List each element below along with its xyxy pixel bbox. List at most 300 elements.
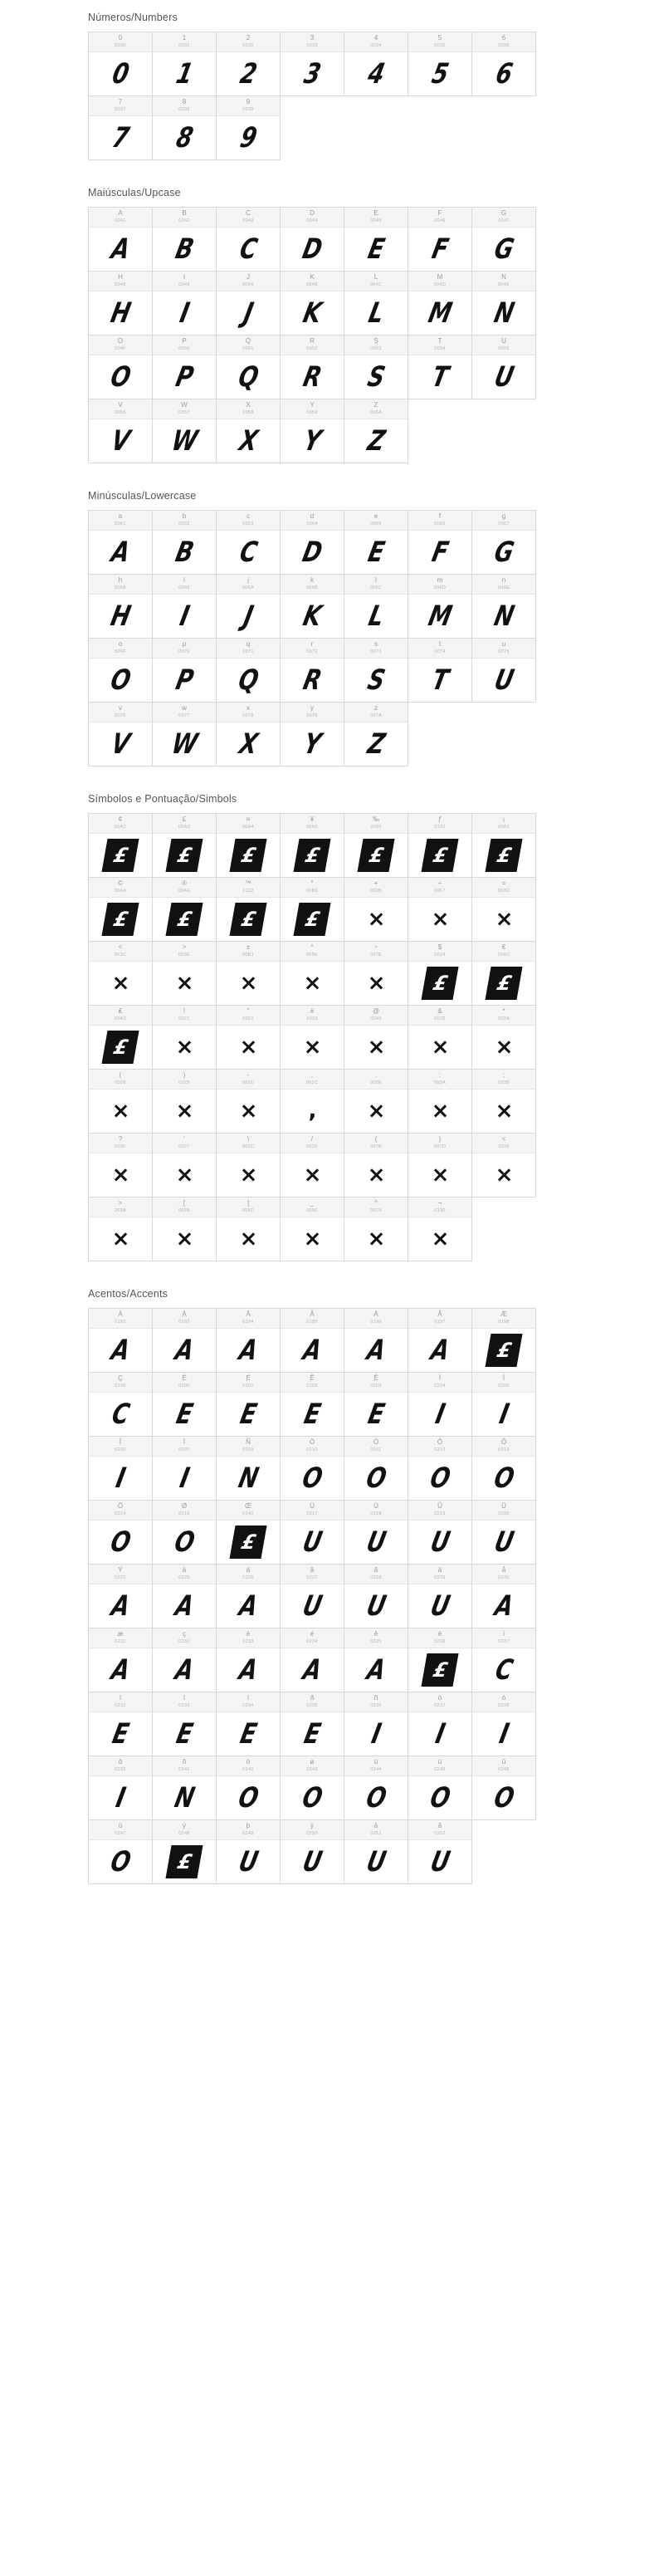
- glyph-cell[interactable]: [344, 1134, 408, 1197]
- glyph-unicode-code: 0250: [306, 1831, 318, 1836]
- glyph-cell[interactable]: [89, 1692, 153, 1756]
- glyph-cell[interactable]: [89, 703, 153, 766]
- glyph-preview-boxed: £: [293, 903, 330, 936]
- glyph-cell[interactable]: [344, 399, 408, 463]
- glyph-unicode-code: 0046: [434, 218, 446, 223]
- glyph-cell[interactable]: [89, 639, 153, 703]
- glyph-cell[interactable]: [281, 399, 344, 463]
- glyph-cell-header: [217, 878, 280, 898]
- glyph-cell[interactable]: [89, 272, 153, 335]
- glyph-cell[interactable]: [217, 1756, 281, 1820]
- glyph-unicode-code: 0056: [115, 410, 126, 415]
- glyph-cell[interactable]: [281, 1309, 344, 1373]
- glyph-unicode-code: 0071: [242, 649, 254, 654]
- glyph-cell[interactable]: [153, 703, 217, 766]
- glyph-cell[interactable]: [153, 1134, 217, 1197]
- glyph-unicode-code: 0212: [434, 1447, 446, 1452]
- glyph-cell[interactable]: [153, 878, 217, 942]
- glyph-cell[interactable]: [281, 1692, 344, 1756]
- glyph-preview-boxed: £: [165, 1845, 203, 1878]
- glyph-cell[interactable]: [281, 575, 344, 639]
- glyph-cell[interactable]: [153, 1070, 217, 1134]
- glyph-cell[interactable]: [281, 1373, 344, 1437]
- glyph-cell[interactable]: [472, 878, 536, 942]
- glyph-preview: ×: [367, 1163, 385, 1188]
- glyph-cell[interactable]: [89, 1756, 153, 1820]
- glyph-cell-header: [217, 1501, 280, 1521]
- glyph-cell[interactable]: [281, 1437, 344, 1501]
- glyph-cell[interactable]: [153, 1692, 217, 1756]
- glyph-cell[interactable]: [472, 814, 536, 878]
- glyph-cell[interactable]: [472, 1070, 536, 1134]
- glyph-cell[interactable]: [281, 335, 344, 399]
- glyph-cell[interactable]: [472, 1373, 536, 1437]
- glyph-cell[interactable]: [408, 1501, 472, 1565]
- glyph-char-label: .: [374, 1071, 378, 1079]
- glyph-cell-header: [281, 1070, 344, 1090]
- glyph-cell[interactable]: [217, 1820, 281, 1884]
- glyph-cell[interactable]: [408, 639, 472, 703]
- glyph-cell[interactable]: [89, 511, 153, 575]
- glyph-unicode-code: 006E: [497, 585, 510, 590]
- glyph-preview: 7: [109, 121, 132, 154]
- glyph-cell[interactable]: [344, 1309, 408, 1373]
- glyph-unicode-code: 0042: [178, 218, 190, 223]
- glyph-preview: U: [491, 1526, 516, 1559]
- glyph-cell-header: [344, 1070, 408, 1090]
- glyph-unicode-code: 0028: [115, 1080, 126, 1085]
- glyph-cell[interactable]: [408, 335, 472, 399]
- glyph-unicode-code: 006A: [242, 585, 255, 590]
- glyph-cell-header: [217, 942, 280, 962]
- glyph-char-label: õ: [182, 1758, 187, 1765]
- glyph-preview: I: [177, 1462, 192, 1495]
- glyph-char-label: !: [183, 1007, 186, 1015]
- glyph-preview: F: [429, 536, 451, 569]
- glyph-cell[interactable]: [153, 1820, 217, 1884]
- glyph-cell[interactable]: [217, 96, 281, 160]
- glyph-cell[interactable]: [281, 639, 344, 703]
- glyph-cell[interactable]: [217, 814, 281, 878]
- glyph-cell-header: [89, 878, 152, 898]
- glyph-char-label: À: [118, 1310, 123, 1318]
- glyph-cell[interactable]: [344, 1756, 408, 1820]
- glyph-preview: O: [107, 360, 134, 394]
- glyph-cell[interactable]: [153, 1437, 217, 1501]
- glyph-cell[interactable]: [217, 1692, 281, 1756]
- glyph-char-label: N: [501, 273, 506, 281]
- glyph-cell[interactable]: [217, 399, 281, 463]
- glyph-cell[interactable]: [408, 1309, 472, 1373]
- glyph-preview: O: [235, 1781, 261, 1814]
- glyph-cell-header: [472, 878, 535, 898]
- glyph-cell[interactable]: [344, 335, 408, 399]
- glyph-preview: A: [108, 1589, 133, 1623]
- glyph-preview: ×: [175, 1035, 193, 1060]
- glyph-preview: I: [432, 1717, 447, 1751]
- glyph-cell-header: [408, 1197, 471, 1217]
- glyph-char-label: F: [437, 209, 442, 217]
- glyph-cell[interactable]: [344, 639, 408, 703]
- glyph-cell[interactable]: [344, 32, 408, 96]
- glyph-cell[interactable]: [344, 1070, 408, 1134]
- glyph-cell[interactable]: [408, 1565, 472, 1628]
- glyph-cell[interactable]: [472, 1565, 536, 1628]
- glyph-cell[interactable]: [153, 511, 217, 575]
- glyph-cell[interactable]: [89, 1070, 153, 1134]
- glyph-cell[interactable]: [89, 1565, 153, 1628]
- glyph-cell[interactable]: [89, 208, 153, 272]
- glyph-cell-header: [472, 1070, 535, 1090]
- glyph-cell[interactable]: [408, 1628, 472, 1692]
- glyph-unicode-code: 2122: [242, 889, 254, 894]
- glyph-preview: [217, 898, 280, 941]
- glyph-cell[interactable]: [153, 1309, 217, 1373]
- glyph-cell[interactable]: [217, 1501, 281, 1565]
- glyph-cell[interactable]: [217, 1437, 281, 1501]
- glyph-cell[interactable]: [344, 511, 408, 575]
- glyph-preview: W: [168, 727, 200, 761]
- glyph-cell[interactable]: [344, 1373, 408, 1437]
- glyph-preview: A: [364, 1334, 388, 1367]
- glyph-cell[interactable]: [89, 1501, 153, 1565]
- glyph-cell[interactable]: [153, 1756, 217, 1820]
- glyph-cell[interactable]: [153, 1501, 217, 1565]
- glyph-preview: I: [113, 1781, 128, 1814]
- glyph-cell-header: [281, 814, 344, 834]
- glyph-unicode-code: 0062: [178, 522, 190, 526]
- glyph-char-label: ü: [118, 1822, 123, 1829]
- glyph-cell[interactable]: [89, 1437, 153, 1501]
- glyph-preview: L: [365, 600, 387, 633]
- glyph-cell[interactable]: [408, 1820, 472, 1884]
- glyph-cell[interactable]: [472, 32, 536, 96]
- glyph-unicode-code: 0216: [178, 1511, 190, 1516]
- glyph-unicode-code: 0073: [370, 649, 382, 654]
- glyph-cell[interactable]: [217, 272, 281, 335]
- glyph-cell[interactable]: [472, 1628, 536, 1692]
- glyph-cell[interactable]: [408, 1134, 472, 1197]
- glyph-unicode-code: 0230: [498, 1575, 510, 1580]
- glyph-cell[interactable]: [472, 1437, 536, 1501]
- glyph-preview: Y: [300, 424, 324, 458]
- glyph-char-label: þ: [246, 1822, 251, 1829]
- glyph-cell[interactable]: [217, 511, 281, 575]
- glyph-char-label: ó: [501, 1694, 506, 1702]
- glyph-cell[interactable]: [281, 1565, 344, 1628]
- glyph-char-label: å: [501, 1566, 506, 1574]
- glyph-char-label: ': [183, 1135, 185, 1143]
- glyph-cell[interactable]: [281, 511, 344, 575]
- glyph-cell[interactable]: [281, 878, 344, 942]
- glyph-cell[interactable]: [408, 1006, 472, 1070]
- glyph-char-label: >: [118, 1199, 123, 1207]
- glyph-cell[interactable]: [472, 1692, 536, 1756]
- glyph-cell[interactable]: [217, 208, 281, 272]
- glyph-cell[interactable]: [89, 814, 153, 878]
- glyph-cell[interactable]: [472, 1309, 536, 1373]
- glyph-cell[interactable]: [153, 639, 217, 703]
- glyph-preview: ×: [303, 1163, 321, 1188]
- glyph-cell[interactable]: [217, 575, 281, 639]
- glyph-cell[interactable]: [344, 208, 408, 272]
- glyph-cell[interactable]: [344, 878, 408, 942]
- glyph-cell[interactable]: [153, 1628, 217, 1692]
- glyph-char-label: q: [246, 640, 251, 648]
- glyph-cell[interactable]: [281, 32, 344, 96]
- glyph-cell[interactable]: [217, 1197, 281, 1261]
- glyph-cell[interactable]: [153, 399, 217, 463]
- glyph-unicode-code: 0067: [498, 522, 510, 526]
- glyph-char-label: Y: [310, 401, 315, 409]
- glyph-cell[interactable]: [281, 1628, 344, 1692]
- glyph-cell[interactable]: [472, 272, 536, 335]
- glyph-cell[interactable]: [344, 1692, 408, 1756]
- glyph-cell[interactable]: [281, 703, 344, 766]
- glyph-cell[interactable]: [408, 1197, 472, 1261]
- glyph-unicode-code: 0070: [178, 649, 190, 654]
- glyph-cell[interactable]: [472, 1756, 536, 1820]
- glyph-cell[interactable]: [344, 814, 408, 878]
- glyph-char-label: ö: [246, 1758, 251, 1765]
- glyph-cell[interactable]: [472, 575, 536, 639]
- glyph-cell[interactable]: [153, 1197, 217, 1261]
- glyph-preview: [344, 834, 408, 877]
- glyph-cell[interactable]: [89, 1309, 153, 1373]
- glyph-preview-boxed: £: [101, 903, 139, 936]
- glyph-char-label: Ù: [310, 1502, 315, 1510]
- glyph-unicode-code: 0248: [178, 1831, 190, 1836]
- glyph-char-label: Ñ: [246, 1438, 251, 1446]
- glyph-cell[interactable]: [89, 32, 153, 96]
- glyph-cell[interactable]: [89, 878, 153, 942]
- glyph-cell[interactable]: [472, 1006, 536, 1070]
- glyph-cell[interactable]: [153, 32, 217, 96]
- glyph-cell[interactable]: [408, 1437, 472, 1501]
- glyph-cell[interactable]: [217, 1070, 281, 1134]
- glyph-unicode-code: 002D: [242, 1080, 255, 1085]
- glyph-cell[interactable]: [344, 942, 408, 1006]
- glyph-preview: [153, 1840, 216, 1883]
- glyph-cell[interactable]: [153, 814, 217, 878]
- glyph-cell[interactable]: [89, 1134, 153, 1197]
- glyph-cell[interactable]: [408, 511, 472, 575]
- glyph-cell[interactable]: [344, 1820, 408, 1884]
- glyph-cell[interactable]: [89, 575, 153, 639]
- glyph-cell[interactable]: [472, 942, 536, 1006]
- glyph-cell[interactable]: [89, 335, 153, 399]
- glyph-cell[interactable]: [472, 335, 536, 399]
- glyph-cell[interactable]: [89, 1006, 153, 1070]
- glyph-cell-header: [408, 1006, 471, 1026]
- glyph-cell[interactable]: [408, 814, 472, 878]
- glyph-char-label: ^: [310, 943, 314, 951]
- glyph-preview: U: [300, 1526, 325, 1559]
- glyph-cell[interactable]: [153, 1006, 217, 1070]
- glyph-preview: 9: [237, 121, 260, 154]
- glyph-cell[interactable]: [281, 272, 344, 335]
- glyph-cell[interactable]: [344, 1437, 408, 1501]
- glyph-preview: M: [425, 296, 455, 330]
- glyph-cell[interactable]: [89, 96, 153, 160]
- glyph-cell[interactable]: [408, 878, 472, 942]
- glyph-cell[interactable]: [281, 1197, 344, 1261]
- glyph-unicode-code: 0249: [242, 1831, 254, 1836]
- glyph-cell-header: [472, 814, 535, 834]
- glyph-cell[interactable]: [153, 96, 217, 160]
- glyph-cell[interactable]: [408, 1692, 472, 1756]
- glyph-preview: N: [491, 600, 516, 633]
- glyph-char-label: Í: [502, 1374, 505, 1382]
- glyph-cell[interactable]: [408, 272, 472, 335]
- glyph-unicode-code: 0072: [306, 649, 318, 654]
- glyph-char-label: c: [247, 512, 250, 520]
- glyph-cell[interactable]: [472, 639, 536, 703]
- glyph-unicode-code: 0220: [498, 1511, 510, 1516]
- glyph-preview: [281, 898, 344, 941]
- glyph-unicode-code: 006C: [369, 585, 383, 590]
- glyph-unicode-code: 005A: [369, 410, 383, 415]
- glyph-preview-boxed: £: [421, 1653, 458, 1687]
- glyph-char-label: æ: [117, 1630, 124, 1638]
- glyph-cell[interactable]: [344, 1501, 408, 1565]
- glyph-cell[interactable]: [281, 942, 344, 1006]
- glyph-cell[interactable]: [153, 335, 217, 399]
- glyph-cell[interactable]: [153, 208, 217, 272]
- glyph-char-label: :: [438, 1071, 442, 1079]
- glyph-unicode-code: 0211: [370, 1447, 382, 1452]
- glyph-cell[interactable]: [153, 1373, 217, 1437]
- glyph-unicode-code: 0235: [370, 1639, 382, 1644]
- glyph-cell[interactable]: [281, 1501, 344, 1565]
- glyph-unicode-code: 0209: [242, 1447, 254, 1452]
- glyph-cell[interactable]: [89, 1820, 153, 1884]
- glyph-preview: O: [363, 1462, 389, 1495]
- glyph-cell[interactable]: [408, 1373, 472, 1437]
- glyph-unicode-code: 0236: [434, 1639, 446, 1644]
- glyph-cell[interactable]: [344, 272, 408, 335]
- glyph-cell[interactable]: [344, 1628, 408, 1692]
- glyph-cell[interactable]: [344, 1006, 408, 1070]
- glyph-char-label: n: [501, 576, 506, 584]
- glyph-cell[interactable]: [153, 575, 217, 639]
- glyph-preview: E: [301, 1717, 323, 1751]
- section-title: Acentos/Accents: [88, 1288, 168, 1300]
- glyph-preview: O: [363, 1781, 389, 1814]
- glyph-preview: [408, 834, 471, 877]
- glyph-preview: [408, 962, 471, 1005]
- glyph-cell[interactable]: [408, 1070, 472, 1134]
- glyph-cell[interactable]: [217, 639, 281, 703]
- glyph-cell[interactable]: [89, 1197, 153, 1261]
- glyph-cell[interactable]: [281, 814, 344, 878]
- glyph-cell[interactable]: [344, 1197, 408, 1261]
- glyph-cell[interactable]: [281, 1756, 344, 1820]
- glyph-char-label: ê: [374, 1630, 378, 1638]
- glyph-cell[interactable]: [217, 1006, 281, 1070]
- glyph-unicode-code: 0247: [115, 1831, 126, 1836]
- glyph-unicode-code: 0041: [115, 218, 126, 223]
- glyph-cell[interactable]: [89, 1628, 153, 1692]
- glyph-preview: I: [177, 600, 192, 633]
- glyph-char-label: ^: [374, 1199, 378, 1207]
- glyph-cell[interactable]: [89, 942, 153, 1006]
- glyph-char-label: f: [438, 512, 442, 520]
- glyph-cell[interactable]: [281, 1006, 344, 1070]
- glyph-cell[interactable]: [472, 511, 536, 575]
- glyph-preview: N: [491, 296, 516, 330]
- glyph-unicode-code: 00A1: [497, 825, 510, 830]
- glyph-cell[interactable]: [344, 575, 408, 639]
- glyph-cell[interactable]: [281, 1820, 344, 1884]
- glyph-cell[interactable]: [217, 703, 281, 766]
- glyph-cell[interactable]: [153, 1565, 217, 1628]
- glyph-grid: [88, 32, 536, 160]
- glyph-preview: [472, 962, 535, 1005]
- glyph-unicode-code: 007A: [369, 713, 383, 718]
- glyph-unicode-code: 0210: [306, 1447, 318, 1452]
- glyph-cell[interactable]: [344, 703, 408, 766]
- glyph-cell[interactable]: [408, 208, 472, 272]
- glyph-cell[interactable]: [217, 1628, 281, 1692]
- glyph-char-label: Q: [245, 337, 251, 345]
- glyph-cell[interactable]: [281, 1070, 344, 1134]
- glyph-cell[interactable]: [89, 399, 153, 463]
- glyph-preview: O: [171, 1526, 198, 1559]
- glyph-cell[interactable]: [217, 1565, 281, 1628]
- glyph-char-label: U: [501, 337, 506, 345]
- glyph-unicode-code: 0252: [434, 1831, 446, 1836]
- glyph-cell[interactable]: [217, 1373, 281, 1437]
- glyph-cell-header: [153, 814, 216, 834]
- glyph-cell[interactable]: [217, 1134, 281, 1197]
- glyph-cell[interactable]: [408, 942, 472, 1006]
- glyph-cell[interactable]: [344, 1565, 408, 1628]
- glyph-cell[interactable]: [217, 878, 281, 942]
- glyph-unicode-code: 0049: [178, 282, 190, 287]
- glyph-unicode-code: 0039: [242, 107, 254, 112]
- glyph-unicode-code: 0200: [178, 1383, 190, 1388]
- glyph-cell[interactable]: [217, 32, 281, 96]
- glyph-cell[interactable]: [281, 208, 344, 272]
- glyph-cell[interactable]: [472, 208, 536, 272]
- glyph-cell[interactable]: [472, 1134, 536, 1197]
- glyph-preview: J: [241, 600, 256, 633]
- glyph-cell[interactable]: [281, 1134, 344, 1197]
- glyph-cell[interactable]: [217, 1309, 281, 1373]
- glyph-char-label: K: [310, 273, 315, 281]
- glyph-cell[interactable]: [89, 1373, 153, 1437]
- glyph-cell[interactable]: [408, 1756, 472, 1820]
- glyph-unicode-code: 005B: [178, 1208, 191, 1213]
- glyph-unicode-code: 0244: [370, 1767, 382, 1772]
- glyph-unicode-code: 0053: [370, 346, 382, 351]
- glyph-preview-boxed: £: [165, 903, 203, 936]
- glyph-char-label: =: [501, 879, 506, 887]
- glyph-unicode-code: 004E: [497, 282, 510, 287]
- glyph-cell[interactable]: [408, 575, 472, 639]
- glyph-cell[interactable]: [153, 272, 217, 335]
- glyph-cell[interactable]: [472, 1501, 536, 1565]
- glyph-char-label: $: [437, 943, 442, 951]
- glyph-unicode-code: 0069: [178, 585, 190, 590]
- glyph-cell[interactable]: [217, 942, 281, 1006]
- glyph-preview: O: [427, 1781, 453, 1814]
- glyph-cell[interactable]: [408, 32, 472, 96]
- glyph-cell[interactable]: [217, 335, 281, 399]
- glyph-cell[interactable]: [153, 942, 217, 1006]
- glyph-cell-header: [89, 814, 152, 834]
